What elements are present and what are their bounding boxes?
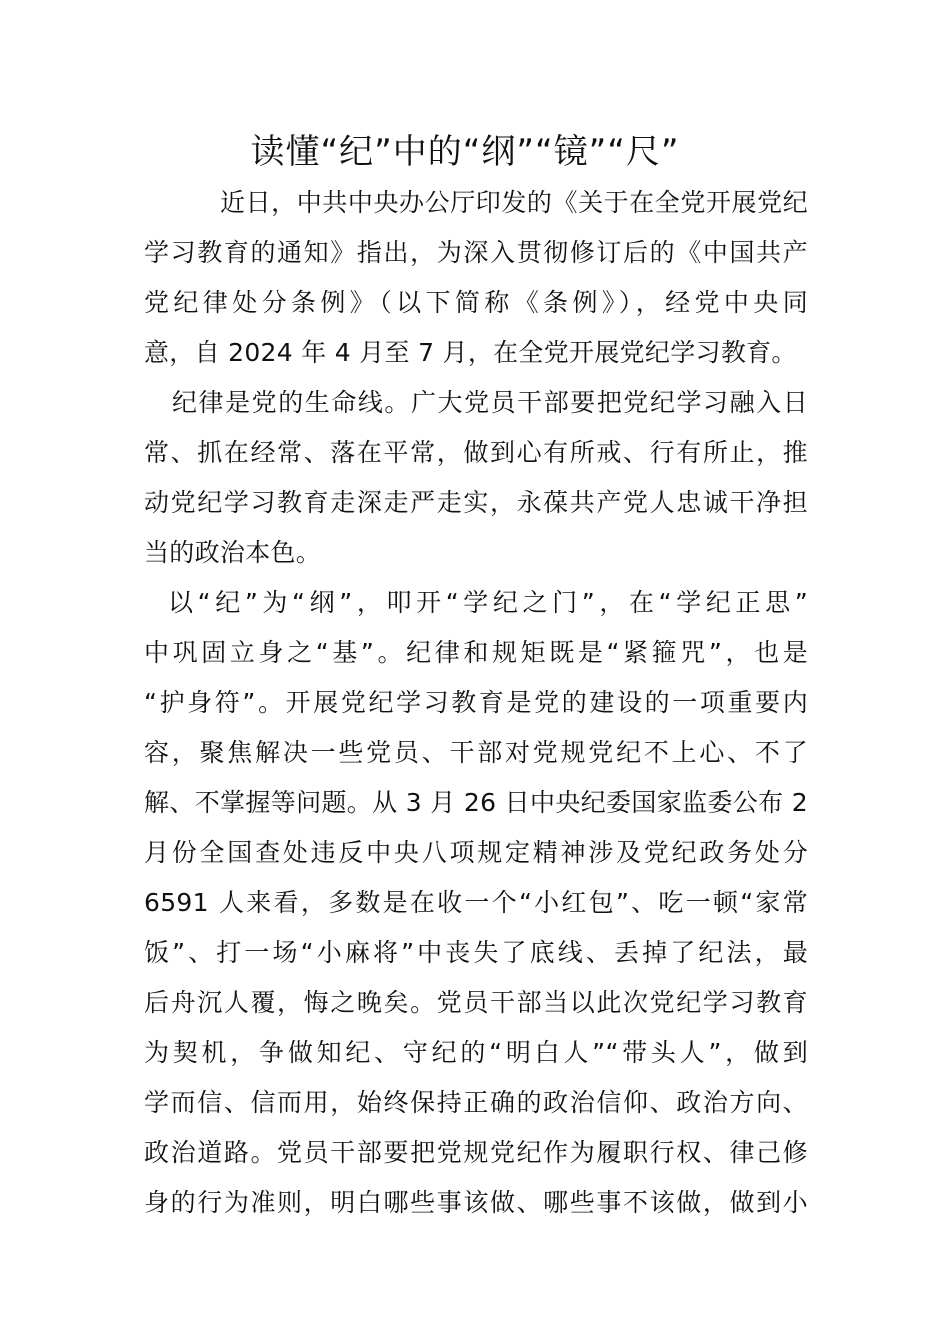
paragraph-3-line-10: 为契机，争做知纪、守纪的“明白人”“带头人”，做到 xyxy=(144,1038,808,1067)
paragraph-3-line-11: 学而信、信而用，始终保持正确的政治信仰、政治方向、 xyxy=(144,1088,808,1117)
paragraph-2-line-3: 动党纪学习教育走深走严走实，永葆共产党人忠诚干净担 xyxy=(144,488,808,517)
paragraph-3-line-4: 容，聚焦解决一些党员、干部对党规党纪不上心、不了 xyxy=(144,738,808,767)
document-title: 读懂“纪”中的“纲”“镜”“尺” xyxy=(250,132,680,172)
paragraph-3-line-5: 解、不掌握等问题。从 3 月 26 日中央纪委国家监委公布 2 xyxy=(144,788,808,817)
paragraph-3-line-2: 中巩固立身之“基”。纪律和规矩既是“紧箍咒”，也是 xyxy=(144,638,808,667)
paragraph-2-line-1: 纪律是党的生命线。广大党员干部要把党纪学习融入日 xyxy=(172,388,808,417)
paragraph-3-line-8: 饭”、打一场“小麻将”中丧失了底线、丢掉了纪法，最 xyxy=(144,938,808,967)
paragraph-1-line-1: 近日，中共中央办公厅印发的《关于在全党开展党纪 xyxy=(220,188,808,217)
paragraph-3-line-7: 6591 人来看，多数是在收一个“小红包”、吃一顿“家常 xyxy=(144,888,808,917)
paragraph-3-line-13: 身的行为准则，明白哪些事该做、哪些事不该做，做到小 xyxy=(144,1188,808,1217)
document-body xyxy=(144,178,808,1228)
paragraph-3-line-9: 后舟沉人覆，悔之晚矣。党员干部当以此次党纪学习教育 xyxy=(144,988,808,1017)
paragraph-2-line-2: 常、抓在经常、落在平常，做到心有所戒、行有所止，推 xyxy=(144,438,808,467)
paragraph-3-line-12: 政治道路。党员干部要把党规党纪作为履职行权、律己修 xyxy=(144,1138,808,1167)
paragraph-3-line-6: 月份全国查处违反中央八项规定精神涉及党纪政务处分 xyxy=(144,838,808,867)
paragraph-2-line-4: 当的政治本色。 xyxy=(144,538,322,567)
paragraph-3-line-1: 以“纪”为“纲”，叩开“学纪之门”，在“学纪正思” xyxy=(168,588,808,617)
paragraph-1-line-2: 学习教育的通知》指出，为深入贯彻修订后的《中国共产 xyxy=(144,238,808,267)
paragraph-1-line-3: 党纪律处分条例》（以下简称《条例》），经党中央同 xyxy=(144,288,808,317)
paragraph-3-line-3: “护身符”。开展党纪学习教育是党的建设的一项重要内 xyxy=(144,688,808,717)
paragraph-1-line-4: 意，自 2024 年 4 月至 7 月，在全党开展党纪学习教育。 xyxy=(144,338,797,367)
